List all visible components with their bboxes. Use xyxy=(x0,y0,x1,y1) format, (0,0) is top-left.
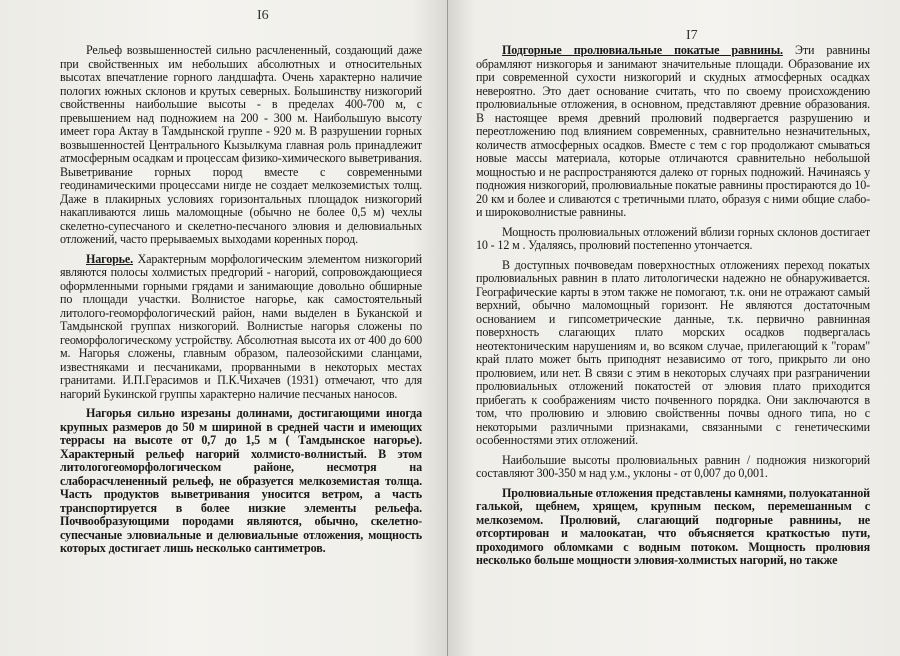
paragraph-text: Мощность пролювиальных отложений вблизи горных склонов достигает 10 - 12 м . Удаляясь, пролювий постепенно утончается. xyxy=(476,224,870,252)
paragraph-text: Пролювиальные отложения представлены камнями, полуокатанной галькой, щебнем, хрящем, крупным песком, перемешанным с мелкоземом. Пролювий, слагающий подгорные равнины, не отсортирован и малоокатан, что объясняется краткостью пути, проходимого обломками с водным потоком. Мощность пролювия несколько больше мощности элювия-холмистых нагорий, но также xyxy=(476,485,870,567)
paragraph-relief xyxy=(60,44,422,247)
paragraph-valleys xyxy=(60,407,422,556)
paragraph-transition xyxy=(476,259,870,448)
left-page xyxy=(0,0,448,656)
paragraph-heights xyxy=(476,454,870,481)
right-page xyxy=(448,0,900,656)
page-number: I6 xyxy=(257,8,269,23)
paragraph-text: Нагорья сильно изрезаны долинами, достигающими иногда крупных размеров до 50 м шириной в средней части и имеющих террасы на высоте от 0,7 до 1,5 м ( Тамдынское нагорье). Характерный рельеф нагорий холмисто-волнистый. В этом литологогеоморфологическом районе, несмотря на слаборасчлененный рельеф, не образуется мелкоземистая толща. Часть продуктов выветривания уносится ветром, а часть транспортируется в более низкие элементы рельефа. Почвообразующими породами являются, обычно, скелетно-супесчаные элювиальные и делювиальные отложения, мощность которых достигает лишь несколько сантиметров. xyxy=(60,406,422,555)
paragraph-text: Рельеф возвышенностей сильно расчлененный, создающий даже при свойственных им небольших абсолютных и относительных высотах впечатление горного ландшафта. Очень характерно наличие пологих южных склонов и крутых северных. Большинству низкогорий свойственны наибольшие высоты - в пределах 400-700 м, с превышением над подножием на 200 - 300 м. Наибольшую высоту имеет гора Актау в Тамдынской группе - 920 м. В разрушении горных возвышенностей Центрального Кызылкума главная роль принадлежит атмосферным осадкам и процессам физико-химического выветривания. Выветривание горных пород вместе с современными геодинамическими процессами нигде не создает мелкоземистых толщ. Даже в плакирных условиях горизонтальных площадок низкогорий накапливаются лишь маломощные (обычно не более 0,5 м) чехлы скелетно-супесчаного и скелетно-песчаного элювия и делювиальных отложений, часто прерываемых выходами коренных пород. xyxy=(60,43,422,246)
paragraph-text: Характерным морфологическим элементом низкогорий являются полосы холмистых предгорий - нагорий, сопровождающиеся оформленными горными грядами и занимающие довольно обширные по площади участки. Волнистое нагорье, как самостоятельный литолого-геоморфологический район, нами выделен в Буканской и Тамдынской группах низкогорий. Волнистые нагорья сложены по геоморфологическому устройству. Абсолютная высота их от 400 до 600 м. Нагорья сложены, главным образом, палеозойскими сланцами, известняками и песчаниками, прорванными в некоторых местах гранитами. И.П.Герасимов и П.К.Чихачев (1931) отмечают, что для нагорий Букинской группы характерно наличие песчаных наносов. xyxy=(60,251,422,401)
paragraph-thickness xyxy=(476,226,870,253)
section-heading: Нагорье. xyxy=(86,251,134,266)
paragraph-nagorye xyxy=(60,253,422,402)
paragraph-deposits xyxy=(476,487,870,568)
paragraph-text: Эти равнины обрамляют низкогорья и занимают значительные площади. Образование их при современной сухости низкогорий и скудных атмосферных осадках невероятно. Это дает основание считать, что по своему происхождению пролювиальные отложения, в основном, представляют древние образования. В настоящее время древний пролювий подвергается разрушению и переотложению под влиянием современных, сравнительно незначительных, количеств атмосферных осадков. Вместе с тем с гор продолжают смываться новые массы материала, которые отличаются сравнительно небольшой мощностью и не распространяются далеко от горных подножий. Начинаясь у подножия низкогорий, пролювиальные покатые равнины простираются до 10-20 км и более и сливаются с третичными плато, образуя с ними общие слабо- и широковолнистые равнины. xyxy=(476,43,870,219)
paragraph-plains xyxy=(476,44,870,220)
paragraph-text: В доступных почвоведам поверхностных отложениях переход покатых пролювиальных равнин в плато литологически надежно не обнаруживается. Географические карты в этом также не помогают, т.к. они не отражают самый верхний, обычно маломощный горизонт. Не являются достаточным основанием и гипсометрические данные, т.к. первично равнинная поверхность слагающих плато морских осадков подвергалась неотектоническим нарушениям и, во всяком случае, прилегающий к "горам" край плато может быть приподнят независимо от того, прикрыто ли оно пролювием, или нет. В связи с этим в некоторых случаях при разграничении пролювиальных отложений покатостей от элювия плато приходится прибегать к соображениям чисто почвенного порядка. Они заключаются в том, что пролювию и элювию свойственны почвы одного типа, но с некоторыми различными признаками, связанными с генетическими особенностями этих отложений. xyxy=(476,257,870,447)
paragraph-text: Наибольшие высоты пролювиальных равнин / подножия низкогорий составляют 300-350 м над у.м., уклоны - от 0,007 до 0,001. xyxy=(476,452,870,480)
section-heading: Подгорные пролювиальные покатые равнины. xyxy=(502,43,783,57)
page-number: I7 xyxy=(686,28,698,43)
